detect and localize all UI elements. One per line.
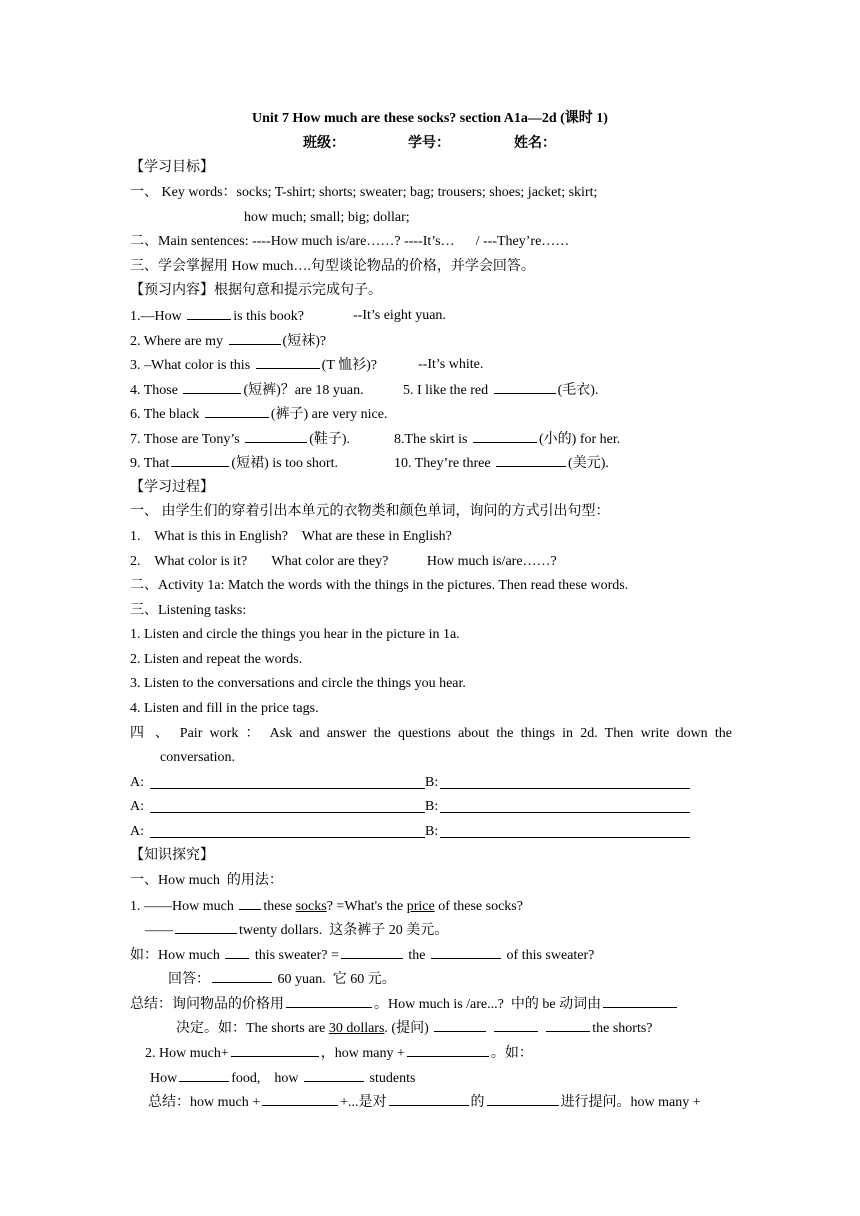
keywords-line-2: how much; small; big; dollar; — [244, 210, 410, 225]
s1-text-a: 总结：询问物品的价格用 — [130, 997, 284, 1012]
preview-q10 — [394, 454, 609, 473]
preview-q5 — [403, 381, 598, 400]
dialogue-a-line-1[interactable] — [150, 788, 425, 789]
e2-text-a: —— — [145, 923, 173, 938]
q7-blank[interactable] — [245, 430, 307, 443]
process-step-4: 四 、 Pair work ： Ask and answer the questions about the things in 2d. Then write down the — [130, 726, 732, 741]
q10-blank[interactable] — [496, 454, 566, 467]
e3-text-c: the — [404, 948, 430, 963]
how-much-many-summary — [148, 1093, 701, 1112]
summary-1 — [130, 995, 679, 1014]
e3-text-b: this sweater? = — [251, 948, 339, 963]
summary-2 — [176, 1019, 653, 1038]
dialogue-b-label-2: B: — [425, 799, 439, 814]
preview-q2 — [130, 332, 326, 351]
s2-underlined-price: 30 dollars — [328, 1021, 385, 1036]
q8-blank[interactable] — [473, 430, 537, 443]
keywords-line-1 — [130, 184, 597, 202]
e1-text-f: of these socks? — [434, 899, 523, 914]
listening-task-3: 3. Listen to the conversations and circle the things you hear. — [130, 676, 466, 691]
h2-blank-2[interactable] — [304, 1069, 364, 1082]
e3-blank-1[interactable] — [225, 946, 249, 959]
e4-text-a: 回答： — [168, 972, 210, 987]
q9-text-b: (短裙) is too short. — [231, 456, 338, 471]
process-heading: 【学习过程】 — [130, 480, 214, 495]
q1-answer: --It’s eight yuan. — [353, 308, 446, 323]
q3-text-a: 3. –What color is this — [130, 358, 254, 373]
dialogue-b-line-3[interactable] — [440, 837, 690, 838]
student-number-label: 学号： — [408, 136, 450, 151]
knowledge-heading: 【知识探究】 — [130, 848, 214, 863]
listening-task-4: 4. Listen and fill in the price tags. — [130, 701, 319, 716]
s2-text-d: the shorts? — [592, 1021, 653, 1036]
listening-task-1: 1. Listen and circle the things you hear in the picture in 1a. — [130, 627, 460, 642]
q6-text-a: 6. The black — [130, 407, 203, 422]
name-label: 姓名： — [514, 136, 556, 151]
q10-text-b: (美元). — [568, 456, 609, 471]
knowledge-point-1: 一、How much 的用法： — [130, 873, 283, 888]
q4-blank[interactable] — [183, 381, 241, 394]
dialogue-b-line-2[interactable] — [440, 812, 690, 813]
process-step-4-cont: conversation. — [160, 750, 236, 765]
q7-text-a: 7. Those are Tony’s — [130, 432, 244, 447]
e3-blank-2[interactable] — [341, 946, 403, 959]
q9-blank[interactable] — [171, 454, 229, 467]
e3-blank-3[interactable] — [431, 946, 501, 959]
h1-text-c: 。如： — [490, 1046, 533, 1061]
h1-text-a: 2. How much+ — [145, 1046, 229, 1061]
h1-text-b: ，how many + — [320, 1046, 405, 1061]
q6-blank[interactable] — [205, 405, 269, 418]
q8-text-b: (小的) for her. — [539, 432, 621, 447]
h3-text-a: 总结：how much + — [148, 1095, 261, 1110]
q8-text-a: 8.The skirt is — [394, 432, 471, 447]
q1-text-a: 1.—How — [130, 309, 186, 324]
h3-blank-1[interactable] — [262, 1093, 338, 1106]
h2-text-b: food, how — [231, 1071, 303, 1086]
preview-q7 — [130, 430, 350, 449]
q6-text-b: (裤子) are very nice. — [270, 407, 388, 422]
e2-blank[interactable] — [175, 921, 237, 934]
dialogue-a-label-3: A: — [130, 824, 144, 839]
process-step-1: 一、 由学生们的穿着引出本单元的衣物类和颜色单词，询问的方式引出句型： — [130, 504, 610, 519]
example-4 — [168, 970, 396, 989]
e2-text-b: twenty dollars. 这条裤子 20 美元。 — [239, 923, 449, 938]
main-sentences: 二、Main sentences: ----How much is/are……? ----It’s… / ---They’re…… — [130, 234, 570, 249]
e1-blank[interactable] — [239, 897, 261, 910]
goals-heading: 【学习目标】 — [130, 160, 214, 175]
dialogue-a-line-3[interactable] — [150, 837, 425, 838]
e4-blank[interactable] — [212, 970, 272, 983]
preview-heading: 【预习内容】根据句意和提示完成句子。 — [130, 283, 382, 298]
h1-blank-2[interactable] — [407, 1044, 489, 1057]
h2-text-a: How — [150, 1071, 178, 1086]
e1-text-a: 1. ——How much — [130, 899, 238, 914]
preview-q3 — [130, 356, 377, 375]
e3-text-a: 如：How much — [130, 948, 224, 963]
h2-blank-1[interactable] — [179, 1069, 229, 1082]
s1-text-b: 。How much is /are...? 中的 be 动词由 — [374, 997, 602, 1012]
dialogue-a-label-1: A: — [130, 775, 144, 790]
s1-blank-2[interactable] — [603, 995, 677, 1008]
preview-q4 — [130, 381, 364, 400]
q2-text-b: (短袜)? — [282, 334, 327, 349]
listening-task-2: 2. Listen and repeat the words. — [130, 652, 303, 667]
dialogue-b-label-3: B: — [425, 824, 439, 839]
keywords-list-1: socks; T-shirt; shorts; sweater; bag; trousers; shoes; jacket; skirt; — [236, 185, 598, 200]
example-2 — [145, 921, 448, 940]
q3-text-b: (T 恤衫)? — [321, 358, 377, 373]
how-much-many-1 — [145, 1044, 533, 1063]
q5-text-b: (毛衣). — [557, 383, 599, 398]
process-step-1-q1: 1. What is this in English? What are these in English? — [130, 529, 452, 544]
process-step-2: 二、Activity 1a: Match the words with the things in the pictures. Then read these words. — [130, 578, 629, 593]
q5-blank[interactable] — [494, 381, 556, 394]
s2-blank-1[interactable] — [434, 1019, 486, 1032]
dialogue-a-line-2[interactable] — [150, 812, 425, 813]
s2-text-c: . (提问) — [384, 1021, 433, 1036]
keywords-prefix: 一、 Key words： — [130, 185, 237, 200]
e1-socks: socks — [295, 899, 327, 914]
q7-text-b: (鞋子). — [309, 432, 351, 447]
preview-q6 — [130, 405, 387, 424]
h3-blank-2[interactable] — [389, 1093, 469, 1106]
dialogue-a-label-2: A: — [130, 799, 144, 814]
preview-q8 — [394, 430, 620, 449]
h3-text-d: 进行提问。how many + — [560, 1095, 701, 1110]
q1-text-b: is this book? — [233, 309, 305, 324]
q9-text-a: 9. That — [130, 456, 170, 471]
class-label: 班级： — [303, 136, 345, 151]
s2-blank-2[interactable] — [494, 1019, 538, 1032]
q1-blank[interactable] — [187, 307, 231, 320]
h3-text-c: 的 — [470, 1095, 485, 1110]
example-1 — [130, 897, 523, 916]
h3-text-b: +...是对 — [340, 1095, 387, 1110]
how-much-many-2 — [150, 1069, 415, 1088]
q2-blank[interactable] — [229, 332, 281, 345]
example-3 — [130, 946, 594, 965]
s2-blank-3[interactable] — [546, 1019, 590, 1032]
h1-blank-1[interactable] — [231, 1044, 319, 1057]
h2-text-c: students — [366, 1071, 416, 1086]
e1-price: price — [406, 899, 435, 914]
skills-goal: 三、学会掌握用 How much….句型谈论物品的价格，并学会回答。 — [130, 259, 535, 274]
process-step-3: 三、Listening tasks: — [130, 603, 247, 618]
q4-text-b: (短裤)？are 18 yuan. — [243, 383, 364, 398]
s1-blank-1[interactable] — [286, 995, 372, 1008]
q5-text-a: 5. I like the red — [403, 383, 492, 398]
page-title: Unit 7 How much are these socks? section A1a—2d (课时 1) — [252, 111, 608, 126]
dialogue-b-line-1[interactable] — [440, 788, 690, 789]
s2-text-a: 决定。如：The shorts are — [176, 1021, 329, 1036]
preview-q1 — [130, 307, 304, 326]
q3-blank[interactable] — [256, 356, 320, 369]
e4-text-b: 60 yuan. 它 60 元。 — [274, 972, 396, 987]
q2-text-a: 2. Where are my — [130, 334, 227, 349]
q10-text-a: 10. They’re three — [394, 456, 495, 471]
preview-q9 — [130, 454, 338, 473]
dialogue-b-label-1: B: — [425, 775, 439, 790]
e3-text-d: of this sweater? — [503, 948, 595, 963]
q4-text-a: 4. Those — [130, 383, 182, 398]
e1-text-b: these — [263, 899, 296, 914]
process-step-1-q2: 2. What color is it? What color are they? How much is/are……? — [130, 554, 557, 569]
h3-blank-3[interactable] — [487, 1093, 559, 1106]
e1-text-d: ? =What's the — [326, 899, 407, 914]
q3-answer: --It’s white. — [418, 357, 484, 372]
